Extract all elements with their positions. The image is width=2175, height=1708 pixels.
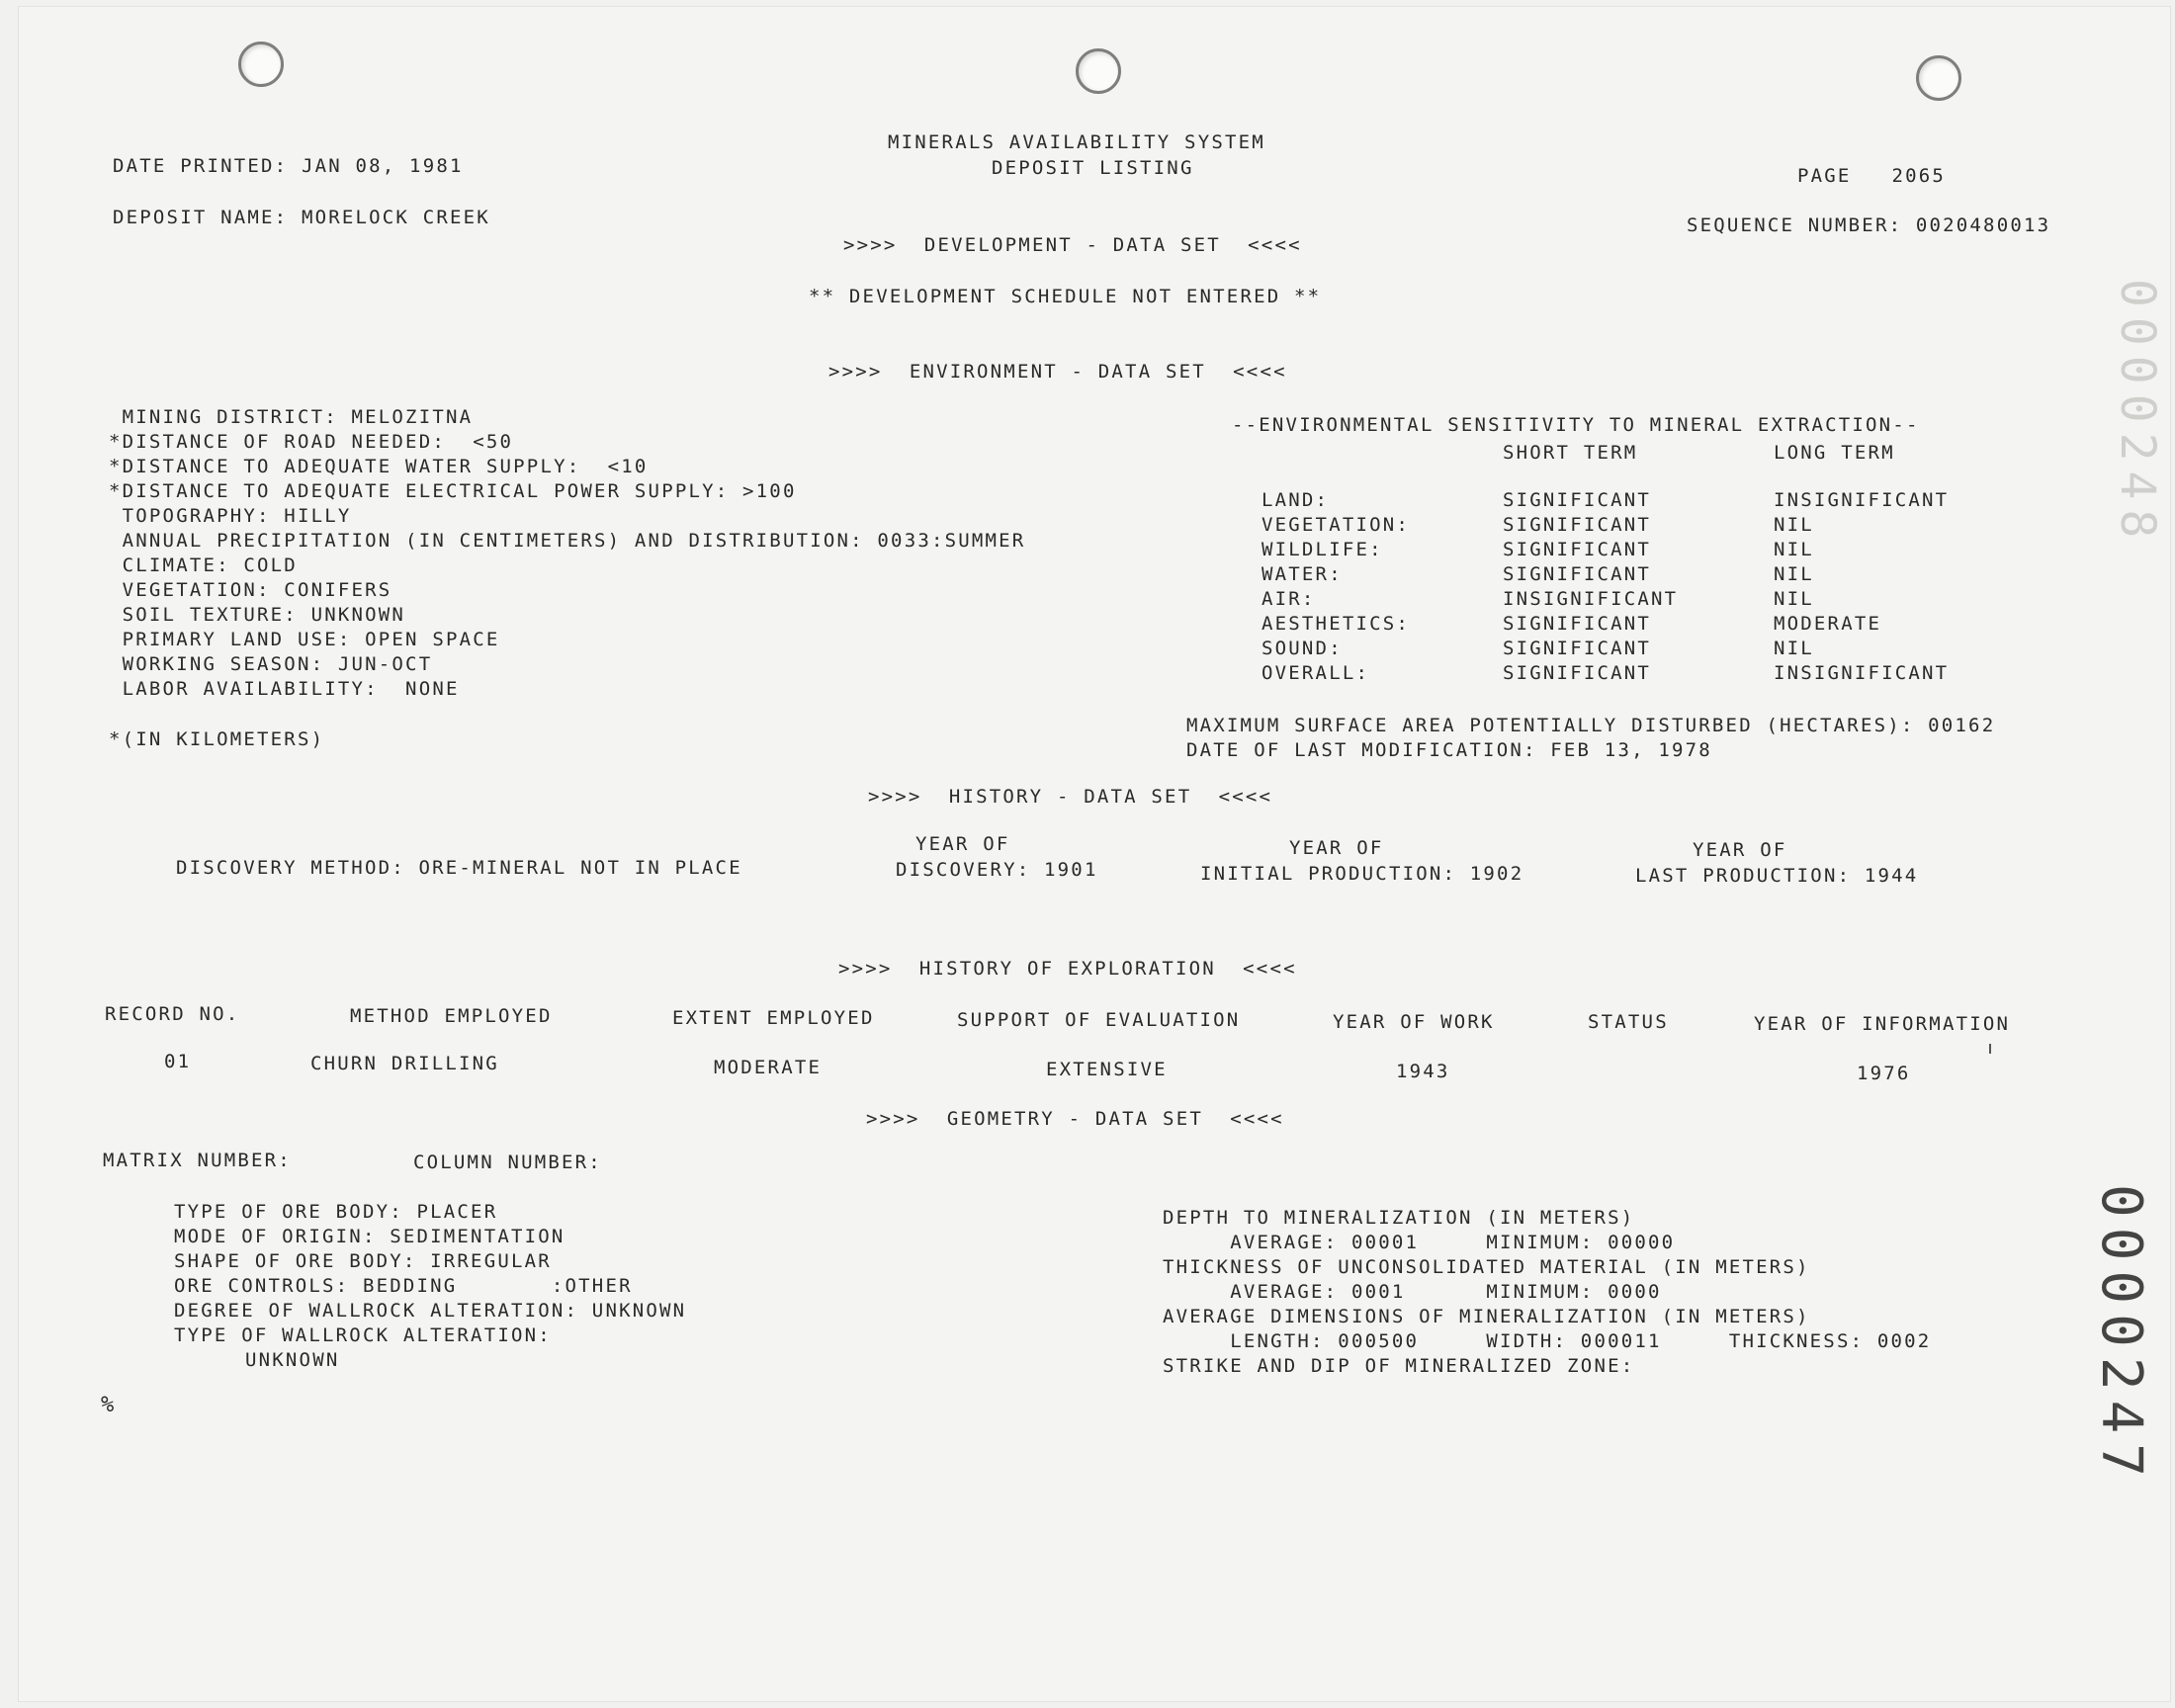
env-line: LABOR AVAILABILITY: NONE bbox=[109, 678, 460, 700]
year-of-label-1: YEAR OF bbox=[915, 833, 1010, 855]
development-note: ** DEVELOPMENT SCHEDULE NOT ENTERED ** bbox=[809, 286, 1322, 307]
sensitivity-short: SIGNIFICANT bbox=[1503, 514, 1652, 536]
development-heading: >>>> DEVELOPMENT - DATA SET <<<< bbox=[843, 234, 1302, 256]
sensitivity-long: INSIGNIFICANT bbox=[1774, 662, 1950, 684]
last-production: LAST PRODUCTION: 1944 bbox=[1635, 865, 1919, 887]
cell-record: 01 bbox=[164, 1051, 192, 1072]
geo-right-line: STRIKE AND DIP OF MINERALIZED ZONE: bbox=[1163, 1355, 1635, 1377]
sensitivity-short: SIGNIFICANT bbox=[1503, 638, 1652, 659]
matrix-number: MATRIX NUMBER: bbox=[103, 1150, 292, 1171]
sensitivity-short: SIGNIFICANT bbox=[1503, 613, 1652, 635]
env-line: *DISTANCE TO ADEQUATE WATER SUPPLY: <10 bbox=[109, 456, 649, 477]
discovery-method: DISCOVERY METHOD: ORE-MINERAL NOT IN PLACE bbox=[176, 857, 742, 879]
sensitivity-label: SOUND: bbox=[1262, 638, 1343, 659]
env-line: *DISTANCE TO ADEQUATE ELECTRICAL POWER SUPPLY: >100 bbox=[109, 480, 797, 502]
cell-support: EXTENSIVE bbox=[1046, 1059, 1168, 1080]
exploration-heading: >>>> HISTORY OF EXPLORATION <<<< bbox=[838, 958, 1297, 980]
col-year-info: YEAR OF INFORMATION bbox=[1754, 1013, 2011, 1035]
sensitivity-label: WILDLIFE: bbox=[1262, 539, 1383, 560]
sequence-number: SEQUENCE NUMBER: 0020480013 bbox=[1687, 214, 2051, 236]
sensitivity-label: OVERALL: bbox=[1262, 662, 1370, 684]
sensitivity-short: INSIGNIFICANT bbox=[1503, 588, 1679, 610]
sensitivity-title: --ENVIRONMENTAL SENSITIVITY TO MINERAL EXTRACTION-- bbox=[1232, 414, 1920, 436]
col-long-term: LONG TERM bbox=[1774, 442, 1895, 464]
sensitivity-long: MODERATE bbox=[1774, 613, 1882, 635]
col-short-term: SHORT TERM bbox=[1503, 442, 1638, 464]
geo-line: SHAPE OF ORE BODY: IRREGULAR bbox=[174, 1250, 552, 1272]
geo-line: TYPE OF WALLROCK ALTERATION: bbox=[174, 1324, 552, 1346]
col-year-work: YEAR OF WORK bbox=[1333, 1011, 1495, 1033]
geo-right-line: AVERAGE: 00001 MINIMUM: 00000 bbox=[1163, 1232, 1676, 1253]
sensitivity-long: NIL bbox=[1774, 514, 1814, 536]
sensitivity-label: VEGETATION: bbox=[1262, 514, 1411, 536]
last-modification: DATE OF LAST MODIFICATION: FEB 13, 1978 bbox=[1186, 739, 1712, 761]
col-method: METHOD EMPLOYED bbox=[350, 1005, 553, 1027]
sensitivity-label: AESTHETICS: bbox=[1262, 613, 1411, 635]
geo-line: TYPE OF ORE BODY: PLACER bbox=[174, 1201, 498, 1223]
sensitivity-long: NIL bbox=[1774, 588, 1814, 610]
env-line: TOPOGRAPHY: HILLY bbox=[109, 505, 352, 527]
sensitivity-long: NIL bbox=[1774, 539, 1814, 560]
discovery-year: DISCOVERY: 1901 bbox=[896, 859, 1098, 881]
initial-production: INITIAL PRODUCTION: 1902 bbox=[1200, 863, 1524, 885]
cell-extent: MODERATE bbox=[714, 1057, 823, 1078]
env-line: PRIMARY LAND USE: OPEN SPACE bbox=[109, 629, 500, 650]
sensitivity-short: SIGNIFICANT bbox=[1503, 539, 1652, 560]
system-title: MINERALS AVAILABILITY SYSTEM bbox=[888, 131, 1265, 153]
env-line: VEGETATION: CONIFERS bbox=[109, 579, 392, 601]
sensitivity-short: SIGNIFICANT bbox=[1503, 662, 1652, 684]
punch-hole-right bbox=[1916, 55, 1961, 101]
geo-right-line: AVERAGE DIMENSIONS OF MINERALIZATION (IN METERS) bbox=[1163, 1306, 1810, 1327]
geo-right-line: LENGTH: 000500 WIDTH: 000011 THICKNESS: 0002 bbox=[1163, 1330, 1932, 1352]
env-line: MINING DISTRICT: MELOZITNA bbox=[109, 406, 474, 428]
cell-year-info: 1976 bbox=[1857, 1063, 1911, 1084]
env-line: WORKING SEASON: JUN-OCT bbox=[109, 653, 433, 675]
year-of-label-3: YEAR OF bbox=[1693, 839, 1787, 861]
sensitivity-label: WATER: bbox=[1262, 563, 1343, 585]
sensitivity-short: SIGNIFICANT bbox=[1503, 489, 1652, 511]
sensitivity-label: LAND: bbox=[1262, 489, 1330, 511]
environment-heading: >>>> ENVIRONMENT - DATA SET <<<< bbox=[828, 361, 1287, 383]
kilometers-footnote: *(IN KILOMETERS) bbox=[109, 728, 325, 750]
end-mark: % bbox=[101, 1393, 117, 1417]
col-record-no: RECORD NO. bbox=[105, 1003, 240, 1025]
punch-hole-center bbox=[1076, 48, 1121, 94]
geo-line: DEGREE OF WALLROCK ALTERATION: UNKNOWN bbox=[174, 1300, 687, 1322]
max-surface-area: MAXIMUM SURFACE AREA POTENTIALLY DISTURBED (HECTARES): 00162 bbox=[1186, 715, 1996, 736]
env-line: CLIMATE: COLD bbox=[109, 555, 298, 576]
punch-hole-left bbox=[238, 42, 284, 87]
env-line: ANNUAL PRECIPITATION (IN CENTIMETERS) AND DISTRIBUTION: 0033:SUMMER bbox=[109, 530, 1026, 552]
geo-right-line: DEPTH TO MINERALIZATION (IN METERS) bbox=[1163, 1207, 1635, 1229]
cell-year-work: 1943 bbox=[1396, 1061, 1450, 1082]
year-of-label-2: YEAR OF bbox=[1289, 837, 1384, 859]
geo-line: MODE OF ORIGIN: SEDIMENTATION bbox=[174, 1226, 566, 1247]
col-support: SUPPORT OF EVALUATION bbox=[957, 1009, 1241, 1031]
print-tick bbox=[1989, 1044, 1991, 1054]
listing-title: DEPOSIT LISTING bbox=[992, 157, 1194, 179]
geo-right-line: THICKNESS OF UNCONSOLIDATED MATERIAL (IN METERS) bbox=[1163, 1256, 1810, 1278]
geometry-heading: >>>> GEOMETRY - DATA SET <<<< bbox=[866, 1108, 1284, 1130]
sensitivity-long: NIL bbox=[1774, 638, 1814, 659]
col-status: STATUS bbox=[1588, 1011, 1669, 1033]
geo-right-line: AVERAGE: 0001 MINIMUM: 0000 bbox=[1163, 1281, 1662, 1303]
wallrock-value: UNKNOWN bbox=[245, 1349, 340, 1371]
faint-stamp: 0000248 bbox=[2110, 279, 2165, 549]
history-heading: >>>> HISTORY - DATA SET <<<< bbox=[868, 786, 1273, 808]
page-number: PAGE 2065 bbox=[1797, 165, 1947, 187]
sensitivity-short: SIGNIFICANT bbox=[1503, 563, 1652, 585]
deposit-name: DEPOSIT NAME: MORELOCK CREEK bbox=[113, 207, 490, 228]
sensitivity-long: NIL bbox=[1774, 563, 1814, 585]
sensitivity-label: AIR: bbox=[1262, 588, 1316, 610]
document-page bbox=[18, 6, 2171, 1702]
date-printed: DATE PRINTED: JAN 08, 1981 bbox=[113, 155, 464, 177]
column-number: COLUMN NUMBER: bbox=[413, 1152, 602, 1173]
env-line: SOIL TEXTURE: UNKNOWN bbox=[109, 604, 406, 626]
env-line: *DISTANCE OF ROAD NEEDED: <50 bbox=[109, 431, 514, 453]
col-extent: EXTENT EMPLOYED bbox=[672, 1007, 875, 1029]
geo-line: ORE CONTROLS: BEDDING :OTHER bbox=[174, 1275, 633, 1297]
document-stamp: 0000247 bbox=[2089, 1184, 2153, 1488]
cell-method: CHURN DRILLING bbox=[310, 1053, 499, 1074]
sensitivity-long: INSIGNIFICANT bbox=[1774, 489, 1950, 511]
